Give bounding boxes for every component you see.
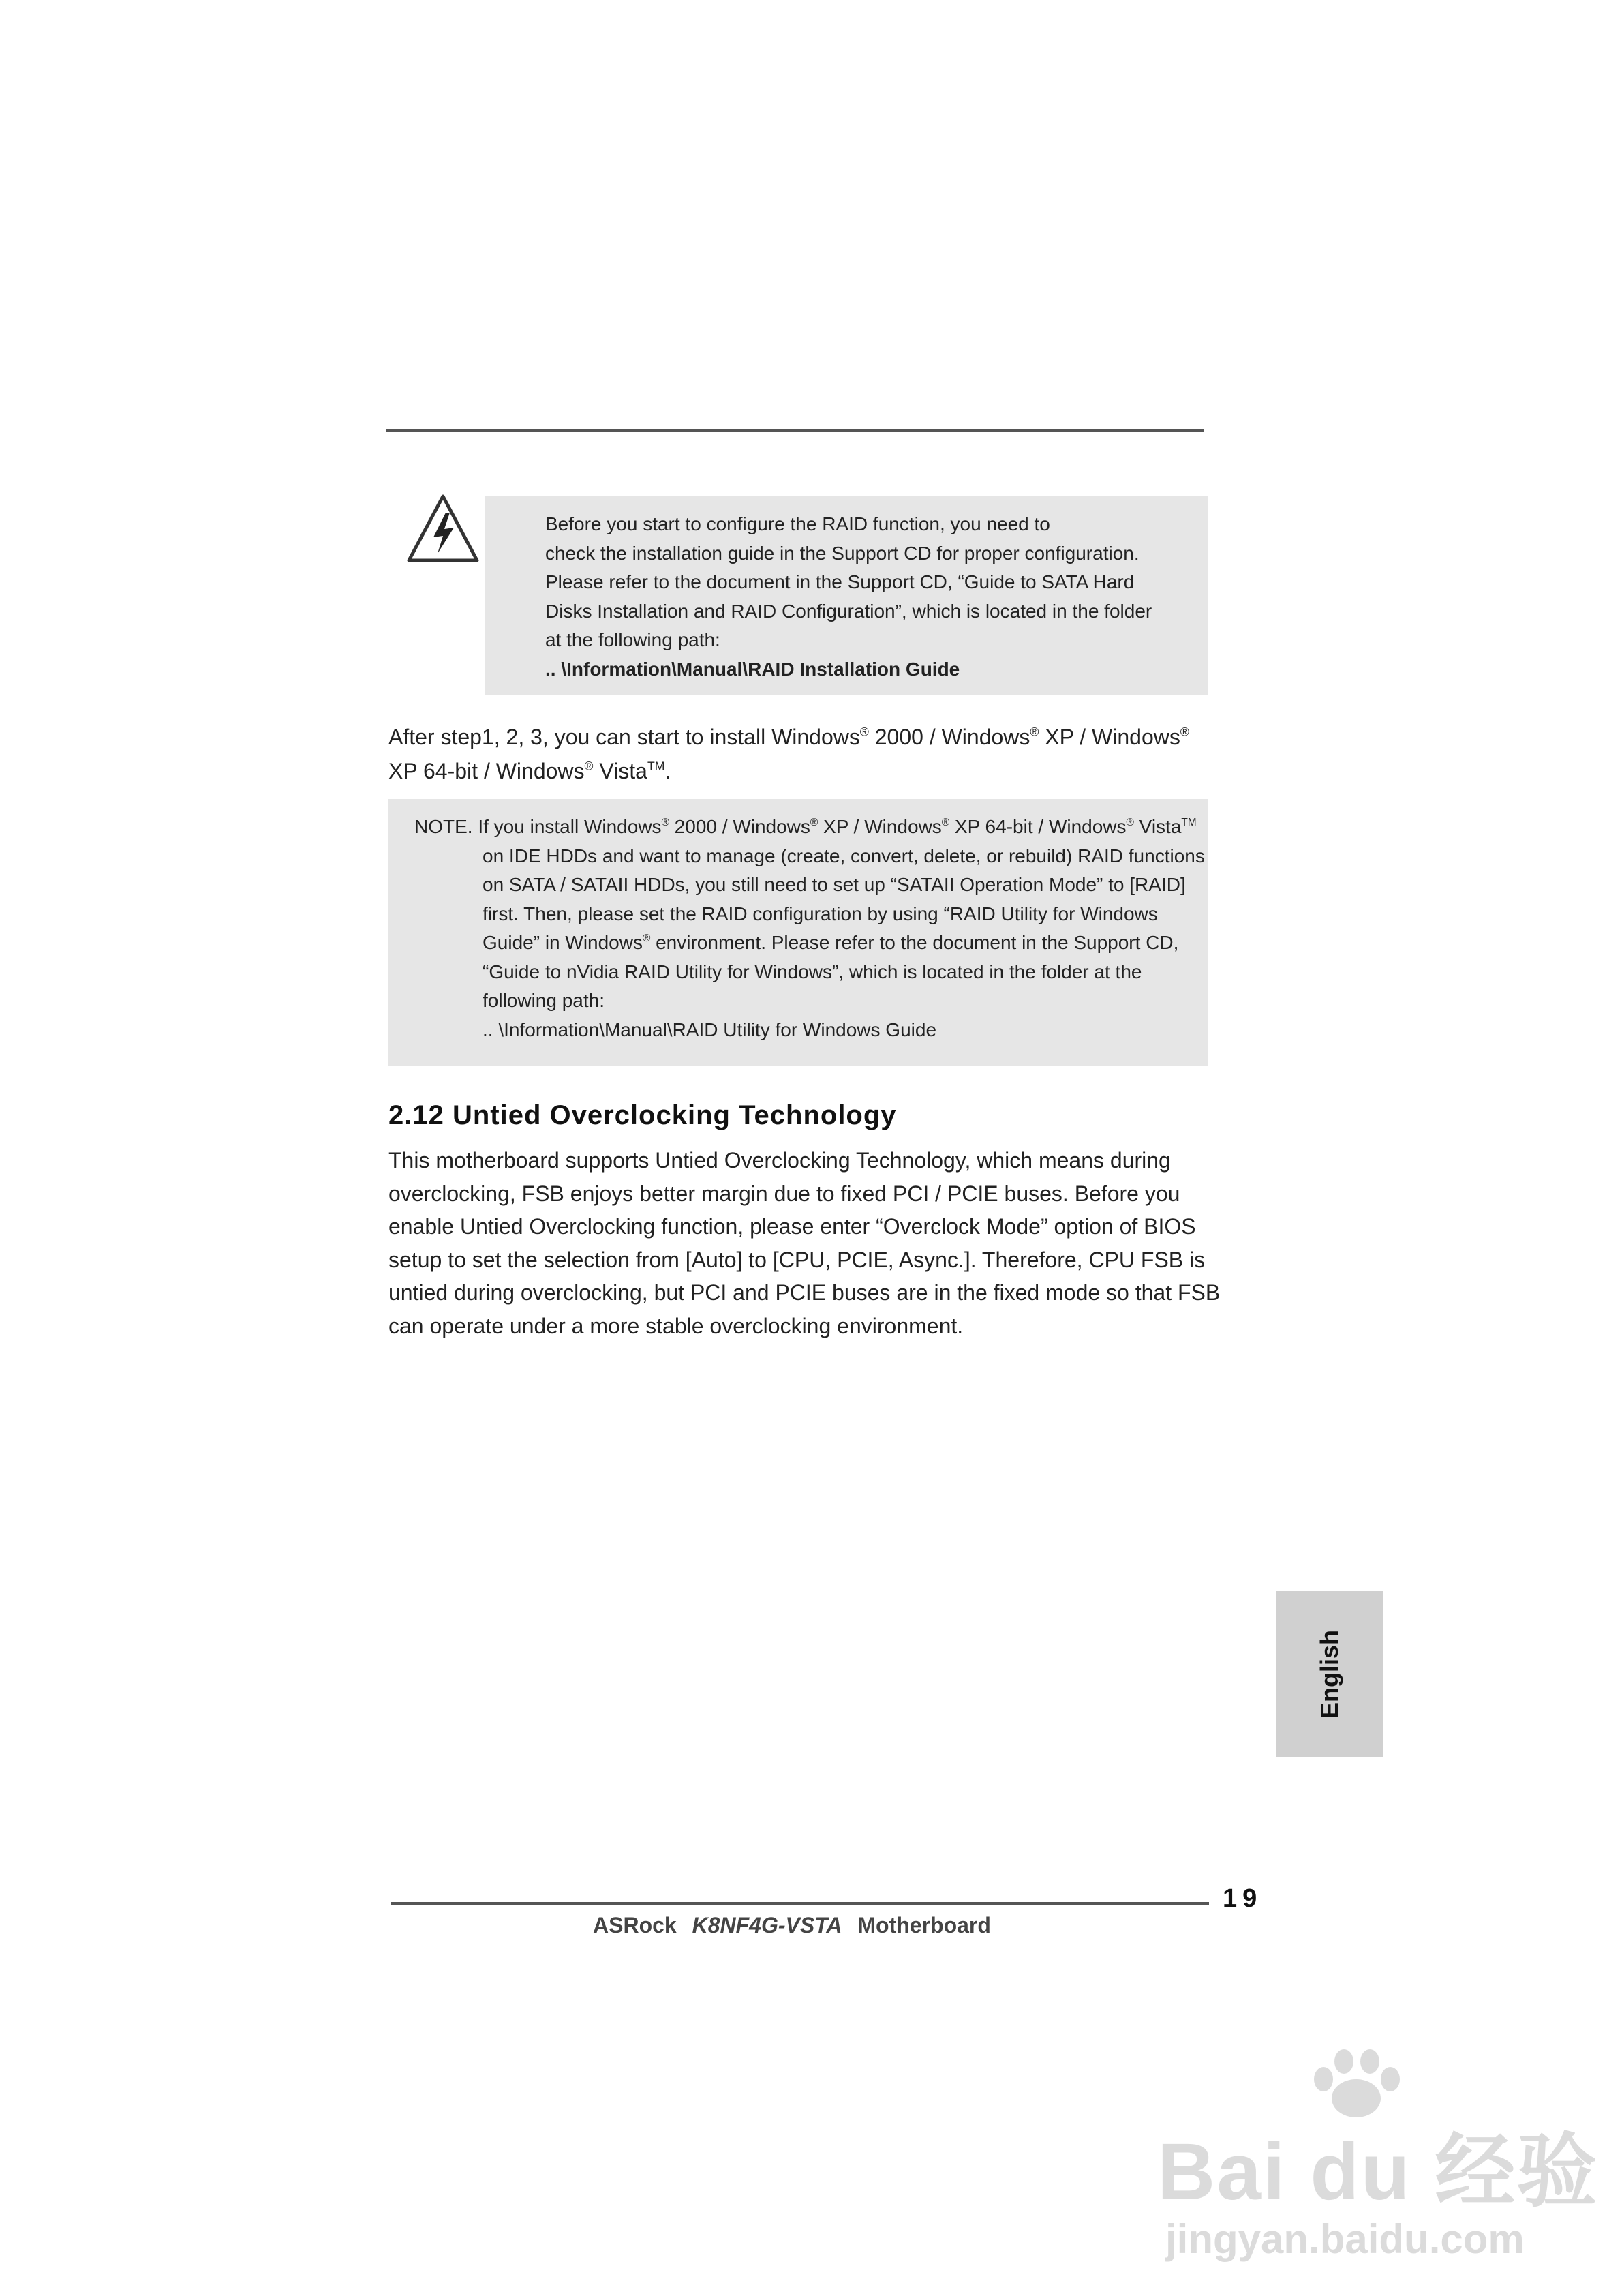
note-line: on SATA / SATAII HDDs, you still need to set up “SATAII Operation Mode” to [RAID]: [483, 874, 1186, 895]
note-line-1: NOTE. If you install Windows® 2000 / Windows® XP / Windows® XP 64-bit / Windows® Vista™: [414, 816, 1197, 837]
note-text: [414, 813, 1205, 1044]
note-line: following path:: [483, 990, 605, 1011]
section-title: 2.12 Untied Overclocking Technology: [388, 1100, 897, 1130]
raid-guide-path: .. \Information\Manual\RAID Installation Guide: [545, 658, 960, 680]
paragraph-line: overclocking, FSB enjoys better margin due to fixed PCI / PCIE buses. Before you: [388, 1181, 1180, 1206]
paragraph-line: can operate under a more stable overclocking environment.: [388, 1313, 964, 1338]
note-box: [388, 799, 1208, 1066]
footer-rule: [391, 1902, 1209, 1905]
warning-line: Before you start to configure the RAID function, you need to: [545, 513, 1050, 534]
top-rule: [386, 429, 1204, 432]
untied-overclocking-paragraph: [388, 1144, 1221, 1342]
paragraph-line: setup to set the selection from [Auto] to [CPU, PCIE, Async.]. Therefore, CPU FSB is: [388, 1247, 1206, 1272]
footer-product-line: [593, 1913, 991, 1938]
footer-model: K8NF4G-VSTA: [692, 1913, 842, 1937]
after-step-line-2: XP 64-bit / Windows® Vista™.: [388, 759, 671, 783]
raid-warning-box: [485, 496, 1208, 695]
note-line: “Guide to nVidia RAID Utility for Windows”, which is located in the folder at the: [483, 961, 1142, 982]
warning-line: Disks Installation and RAID Configuration”, which is located in the folder: [545, 600, 1152, 622]
paragraph-line: This motherboard supports Untied Overclocking Technology, which means during: [388, 1148, 1171, 1173]
after-step-line-1: After step1, 2, 3, you can start to install Windows® 2000 / Windows® XP / Windows®: [388, 725, 1189, 749]
paragraph-line: enable Untied Overclocking function, please enter “Overclock Mode” option of BIOS: [388, 1214, 1196, 1239]
footer-product: Motherboard: [857, 1913, 991, 1937]
raid-warning-text: [545, 510, 1187, 684]
warning-line: at the following path:: [545, 629, 720, 650]
note-line-5: Guide” in Windows® environment. Please refer to the document in the Support CD,: [483, 932, 1179, 953]
watermark-main: Bai du 经验: [1157, 2127, 1599, 2217]
baidu-jingyan-watermark: [1152, 2045, 1599, 2277]
footer-brand: ASRock: [593, 1913, 677, 1937]
warning-line: check the installation guide in the Support CD for proper configuration.: [545, 542, 1139, 564]
warning-high-voltage-icon: [406, 492, 480, 566]
paragraph-line: untied during overclocking, but PCI and PCIE buses are in the fixed mode so that FSB: [388, 1280, 1221, 1305]
watermark-sub: jingyan.baidu.com: [1165, 2216, 1525, 2262]
note-line: on IDE HDDs and want to manage (create, convert, delete, or rebuild) RAID functions: [483, 845, 1205, 866]
raid-utility-path: .. \Information\Manual\RAID Utility for Windows Guide: [483, 1018, 937, 1040]
page-number: 19: [1223, 1884, 1263, 1913]
language-tab: [1276, 1591, 1383, 1757]
language-tab-label: English: [1315, 1629, 1343, 1719]
note-line: first. Then, please set the RAID configuration by using “RAID Utility for Windows: [483, 903, 1158, 924]
warning-line: Please refer to the document in the Support CD, “Guide to SATA Hard: [545, 571, 1135, 592]
after-step-paragraph: [388, 720, 1206, 788]
